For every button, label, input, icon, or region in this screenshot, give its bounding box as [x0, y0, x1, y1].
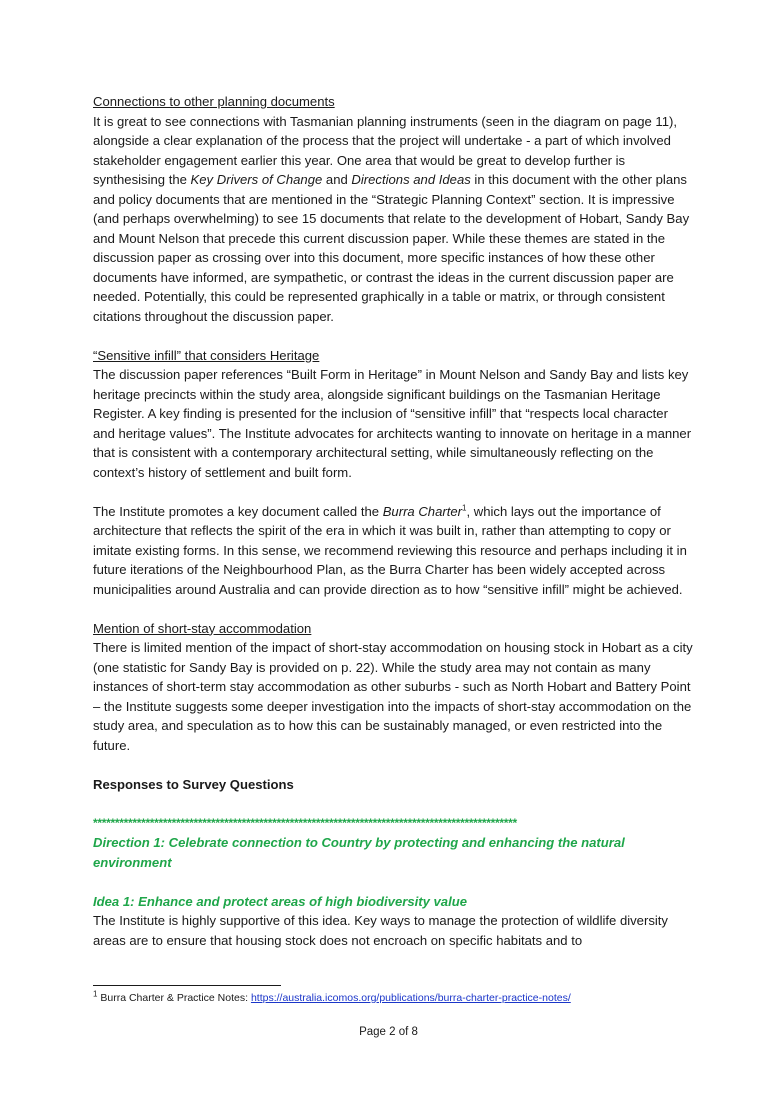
spacer: [93, 872, 693, 892]
footnote-divider: [93, 985, 281, 986]
page-number: Page 2 of 8: [359, 1026, 418, 1038]
direction-heading: Direction 1: Celebrate connection to Country by protecting and enhancing the natural environment: [93, 835, 625, 870]
heading-survey-responses: Responses to Survey Questions: [93, 776, 294, 792]
asterisk-divider: *************************************************************************************************: [93, 815, 517, 830]
spacer: [93, 755, 693, 775]
paragraph-short-stay: There is limited mention of the impact of short-stay accommodation on housing stock in Hobart as a city (one statistic for Sandy Bay is provided on p. 22). While the study area may not contain as many instances of short-term stay accommodation as other suburbs - such as North Hobart and Battery Point – the Institute suggests some deeper investigation into the impacts of short-stay accommodation on the study area, and speculation as to how this can be sustainably managed, or even restricted into the future.: [93, 640, 693, 753]
heading-sensitive-infill: “Sensitive infill” that considers Heritage: [93, 347, 320, 363]
paragraph-idea-1: The Institute is highly supportive of this idea. Key ways to manage the protection of wildlife diversity areas are to ensure that housing stock does not encroach on specific habitats and to: [93, 913, 668, 948]
paragraph-infill-2: The Institute promotes a key document called the Burra Charter$^1$, which lays out the importance of architecture that reflects the spirit of the era in which it was built in, rather than attempting to copy or imitate existing forms. In this sense, we recommend reviewing this resource and perhaps including it in future iterations of the Neighbourhood Plan, as the Burra Charter has been widely accepted across municipalities around Australia and can provide direction as to how “sensitive infill” might be achieved.: [93, 503, 687, 597]
footnote-reference[interactable]: 1: [462, 503, 467, 513]
document-body: [93, 92, 693, 950]
heading-short-stay: Mention of short-stay accommodation: [93, 620, 312, 636]
paragraph-connections: It is great to see connections with Tasmanian planning instruments (seen in the diagram on page 11), alongside a clear explanation of the process that the project will undertake - a part of which involved stakeholder engagement earlier this year. One area that would be great to develop further is synthesising the Key Drivers of Change and Directions and Ideas in this document with the other plans and policy documents that are mentioned in the “Strategic Planning Context” section. It is impressive (and perhaps overwhelming) to see 15 documents that relate to the development of Hobart, Sandy Bay and Mount Nelson that precede this current discussion paper. While these themes are stated in the discussion paper as crossing over into this document, more specific instances of how these other documents have informed, are sympathetic, or contrast the ideas in the current discussion paper are needed. Potentially, this could be represented graphically in a table or matrix, or through consistent citations throughout the discussion paper.: [93, 113, 690, 324]
footnote-link[interactable]: https://australia.icomos.org/publications/burra-charter-practice-notes/: [250, 992, 571, 1004]
spacer: [93, 599, 693, 619]
spacer: [93, 794, 693, 814]
idea-heading: Idea 1: Enhance and protect areas of high biodiversity value: [93, 893, 468, 909]
spacer: [93, 482, 693, 502]
heading-connections: Connections to other planning documents: [93, 94, 335, 109]
paragraph-infill-1: The discussion paper references “Built Form in Heritage” in Mount Nelson and Sandy Bay and lists key heritage precincts within the study area, alongside significant buildings on the Tasmanian Heritage Register. A key finding is presented for the inclusion of “sensitive infill” that “respects local character and heritage values”. The Institute advocates for architects wanting to innovate on heritage in a manner that is consistent with a contemporary architectural setting, while simultaneously reflecting on the context’s history of settlement and built form.: [93, 367, 692, 480]
spacer: [93, 326, 693, 346]
footnote: $^1$ Burra Charter & Practice Notes: https://australia.icomos.org/publications/burra-charter-practice-notes/: [93, 989, 571, 1004]
